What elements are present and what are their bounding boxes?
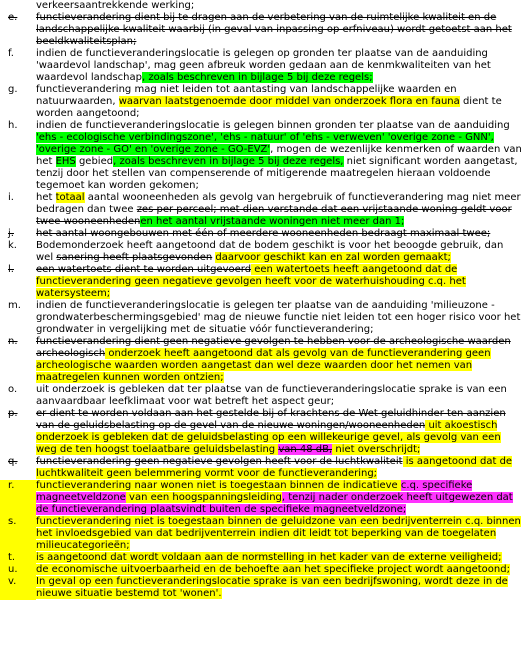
text-k3: daarvoor geschikt kan en zal worden gemaakt; [215,252,451,263]
text-g3: flora en fauna [389,96,460,107]
text-l2: een watertoets heeft aangetoond dat de functieverandering geen negatieve gevolgen heeft voor de waterhuishouding c.q. het watersysteem; [36,264,466,299]
label-e: e. [8,12,18,23]
text-h6: , zoals beschreven in bijlage 5 bij deze regels, [113,156,344,167]
text-h1: indien de functieveranderingslocatie is gelegen binnen gronden ter plaatse van de aanduiding [36,120,510,131]
text-i2: totaal [55,192,85,203]
text-p1: er dient te worden voldaan aan het gestelde bij of krachtens de Wet geluidhinder ten aanzien van de geluidsbelasting op de gevel van de nieuwe woningen/wooneenheden [36,408,506,431]
text-h2: 'ehs - ecologische verbindingszone', 'ehs - natuur' of 'ehs - verweven' 'overige zone - GNN', 'overige zone - GO' en 'overige zone - GO-EVZ' [36,132,494,155]
label-m: m. [8,300,21,311]
item-g [0,84,527,120]
text-i3: aantal wooneenheden als gevolg van hergebruik of functieverandering mag niet meer bedragen dan twee [36,192,521,215]
label-s: s. [0,516,36,552]
label-u: u. [0,564,36,576]
text-p4: niet overschrijdt; [332,444,421,455]
text-g2: waarvan laatstgenoemde door middel van onderzoek [118,96,390,107]
text-m: indien de functieveranderingslocatie is gelegen ter plaatse van de aanduiding 'milieuzone - grondwaterbeschermingsgebied' mag de nieuwe functie niet leiden tot een hoger risico voor het grondwater in vergelijking met de situatie vóór functieverandering; [36,300,521,335]
item-n [0,336,527,384]
text-n2: onderzoek heeft aangetoond dat als gevolg van de functieverandering geen archeologische waarden worden aangetast dan wel deze waarden door het nemen van maatregelen kunnen worden ontzien; [36,348,491,383]
item-j [0,228,527,240]
item-l [0,264,527,300]
item-r [0,480,527,516]
item-t [0,552,527,564]
item-v [0,576,527,600]
text-q2: is aangetoond dat de luchtkwaliteit geen belemmering vormt voor de functieverandering; [36,456,513,479]
item-text [36,0,527,12]
item-h [0,120,527,192]
item-q [0,456,527,480]
text-h5: gebied [75,156,114,167]
text-r4: , tenzij nader onderzoek heeft uitgewezen dat de functieverandering plaatsvindt buiten de specifieke magneetveldzone; [36,492,513,515]
text-t: is aangetoond dat wordt voldaan aan de normstelling in het kader van de externe veiligheid; [36,552,502,563]
item-i [0,192,527,228]
label-t: t. [0,552,36,564]
label-i: i. [8,192,14,203]
text-v: In geval op een functieveranderingslocatie sprake is van een bedrijfswoning, wordt deze in de nieuwe situatie bestemd tot 'wonen'. [36,576,508,599]
label-k: k. [8,240,17,251]
text-s: functieverandering niet is toegestaan binnen de geluidzone van een bedrijventerrein c.q. binnen het invloedsgebied van dat bedrijventerrein indien dit leidt tot beperking van de toegelaten milieucategorieën; [36,516,521,551]
label-r: r. [0,480,36,516]
text-h7: niet significant worden aangetast, tenzij door het stellen van compenserende of mitigerende maatregelen hieraan voldoende tegemoet kan worden gekomen; [36,156,518,191]
text-p3: van 48 dB, [278,444,333,455]
item-f [0,48,527,84]
text-f: indien de functieveranderingslocatie is gelegen op gronden ter plaatse van de aanduiding 'waardevol landschap', mag geen afbreuk worden gedaan aan de kenmkwaliteiten van het waardevol landschap [36,48,491,83]
text-e: functieverandering dient bij te dragen aan de verbetering van de ruimtelijke kwaliteit en de landschappelijke kwaliteit waarbij (in geval van inpassing op erfniveau) wordt getoetst aan het beeldkwaliteitsplan; [36,12,512,47]
item-label [0,0,36,12]
line-top [0,0,527,12]
item-k [0,240,527,264]
text-r1: functieverandering naar wonen niet is toegestaan binnen de indicatieve [36,480,401,491]
item-s [0,516,527,552]
item-u [0,564,527,576]
item-m [0,300,527,336]
label-g: g. [8,84,18,95]
text-g1: functieverandering mag niet leiden tot aantasting van landschappelijke waarden en natuurwaarden, [36,84,457,107]
text-i4: zes per perceel; met dien verstande dat een vrijstaande woning geldt voor twee wooneenheden [36,204,512,227]
label-j: j. [8,228,14,239]
text-r3: van een hoogspanningsleiding [125,492,282,503]
label-f: f. [8,48,14,59]
text-h4: EHS [55,156,76,167]
text-top: verkeersaantrekkende werking; [36,0,195,11]
text-i5: en het aantal vrijstaande woningen niet meer dan 1; [140,216,405,227]
text-p2: uit akoestisch onderzoek is gebleken dat de geluidsbelasting op een willekeurige gevel, als gevolg van een weg de ten hoogst toelaatbare geluidsbelasting [36,420,501,455]
text-n1: functieverandering dient geen negatieve gevolgen te hebben voor de archeologische waarden archeologisch [36,336,511,359]
text-j: het aantal woongebouwen met één of meerdere wooneenheden bedraagt maximaal twee; [36,228,491,239]
item-p [0,408,527,456]
text-k1: Bodemonderzoek heeft aangetoond dat de bodem geschikt is voor het beoogde gebruik, dan wel [36,240,504,263]
label-o: o. [8,384,18,395]
item-o [0,384,527,408]
text-l1: een watertoets dient te worden uitgevoerd [36,264,252,275]
text-q1: functieverandering geen negatieve gevolgen heeft voor de luchtkwaliteit [36,456,403,467]
text-i1: het [36,192,56,203]
text-k2: sanering heeft plaatsgevonden [56,252,213,263]
text-u: de economische uitvoerbaarheid en de behoefte aan het specifieke project wordt aangetoond; [36,564,510,575]
label-p: p. [8,408,18,419]
text-g4: dient te worden aangetoond; [36,96,502,119]
text-f-tail: , zoals beschreven in bijlage 5 bij deze regels; [141,72,373,83]
item-e [0,12,527,48]
text-r2: c.q. specifieke magneetveldzone [36,480,473,503]
label-h: h. [8,120,18,131]
label-q: q. [8,456,18,467]
label-v: v. [0,576,36,600]
label-n: n. [8,336,18,347]
text-h3: , mogen de wezenlijke kenmerken of waarden van het [36,144,522,167]
label-l: l. [8,264,14,275]
text-o: uit onderzoek is gebleken dat ter plaatse van de functieveranderingslocatie sprake is van een aanvaardbaar leefklimaat voor wat betreft het aspect geur; [36,384,507,407]
